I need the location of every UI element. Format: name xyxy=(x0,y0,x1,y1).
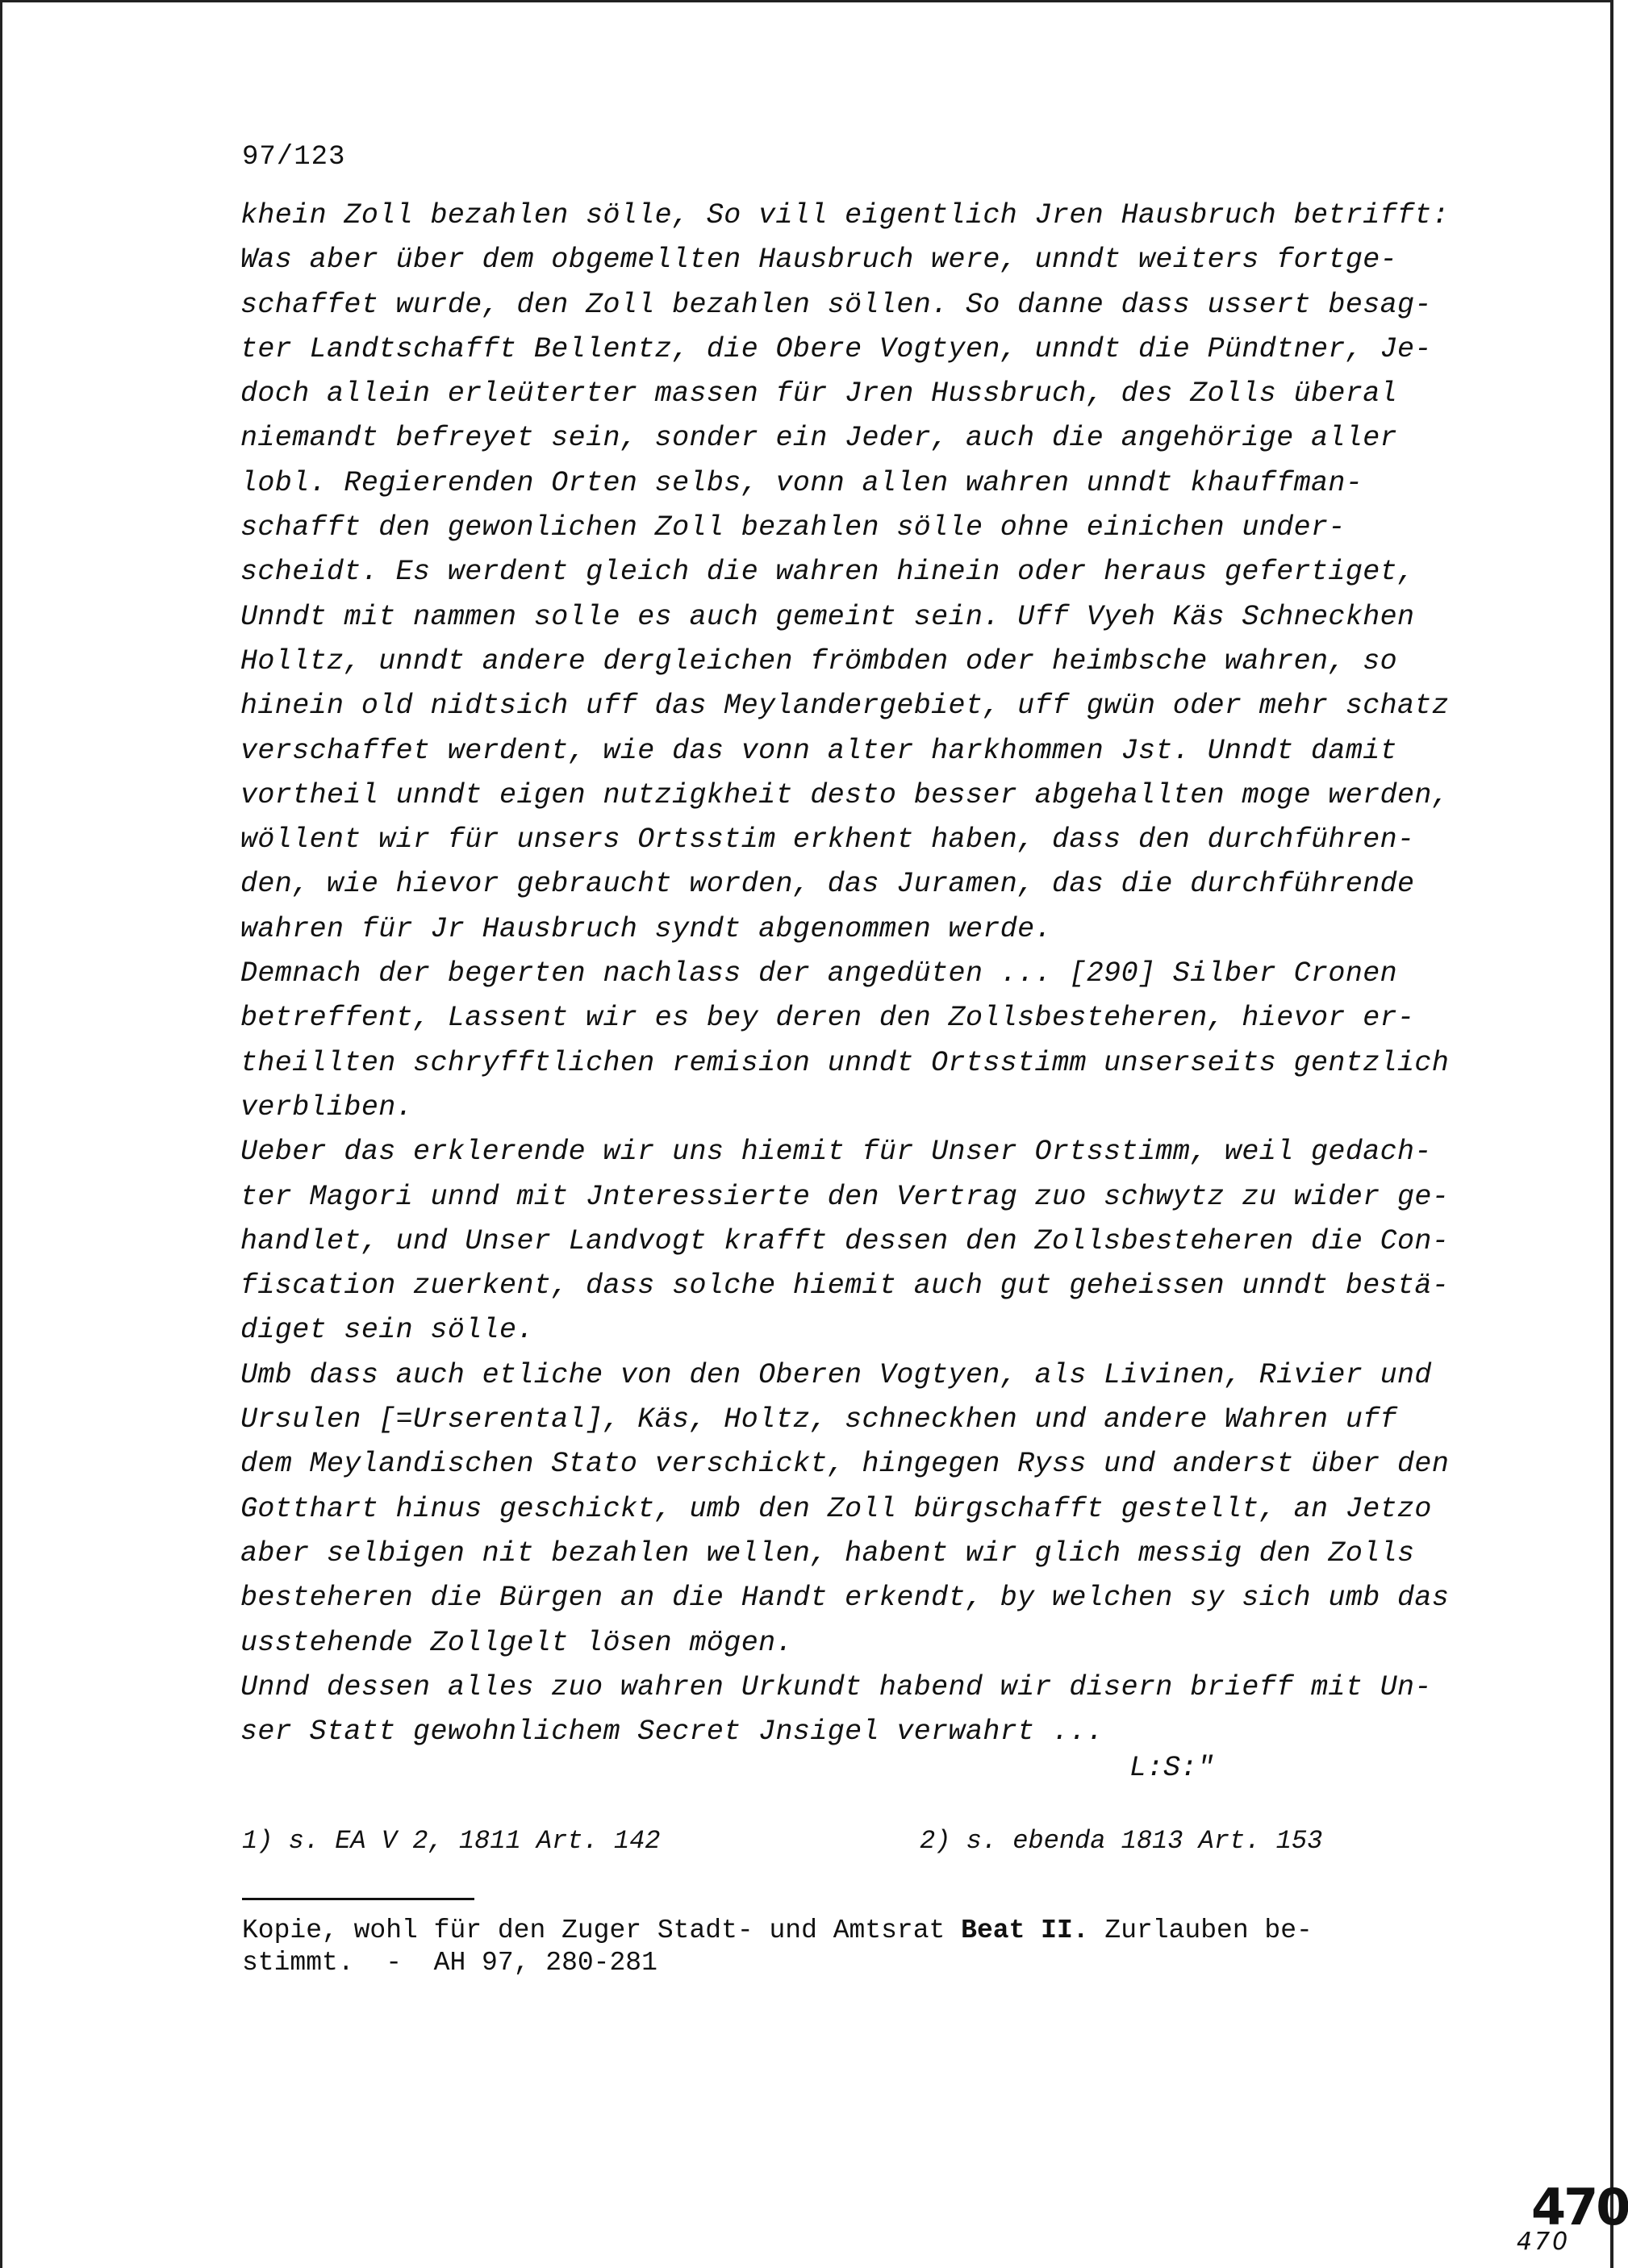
scan-border-left xyxy=(0,0,2,2268)
body-line: niemandt befreyet sein, sonder ein Jeder, auch die angehörige aller xyxy=(240,422,1398,455)
footnote-1: 1) s. EA V 2, 1811 Art. 142 xyxy=(242,1826,661,1856)
body-line: vortheil unndt eigen nutzigkheit desto besser abgehallten moge werden, xyxy=(240,778,1450,811)
body-line: Gotthart hinus geschickt, umb den Zoll bürgschafft gestellt, an Jetzo xyxy=(240,1492,1432,1525)
body-line: Was aber über dem obgemellten Hausbruch were, unndt weiters fortge- xyxy=(240,244,1398,277)
body-line: betreffent, Lassent wir es bey deren den Zollsbesteheren, hievor er- xyxy=(240,1002,1415,1035)
body-line: aber selbigen nit bezahlen wellen, habent wir glich messig den Zolls xyxy=(240,1536,1415,1570)
body-line: diget sein sölle. xyxy=(240,1314,534,1347)
source-note-line-2: stimmt. - AH 97, 280-281 xyxy=(242,1948,657,1978)
source-note-prefix: Kopie, wohl für den Zuger Stadt- und Amtsrat xyxy=(242,1916,962,1945)
body-line: wahren für Jr Hausbruch syndt abgenommen werde. xyxy=(240,912,1052,945)
body-line: khein Zoll bezahlen sölle, So vill eigentlich Jren Hausbruch betrifft: xyxy=(240,199,1450,231)
body-line: Umb dass auch etliche von den Oberen Vogtyen, als Livinen, Rivier und xyxy=(240,1358,1432,1391)
document-body xyxy=(240,194,1475,1754)
body-line: fiscation zuerkent, dass solche hiemit auch gut geheissen unndt bestä- xyxy=(240,1269,1450,1303)
handwritten-archive-number: 470 xyxy=(1531,2178,1628,2237)
body-line: verbliben. xyxy=(240,1090,414,1124)
body-line: Unnd dessen alles zuo wahren Urkundt habend wir disern brieff mit Un- xyxy=(240,1670,1432,1703)
page-number: 97/123 xyxy=(242,142,346,173)
footnote-2: 2) s. ebenda 1813 Art. 153 xyxy=(920,1826,1323,1856)
body-line: verschaffet werdent, wie das vonn alter harkhommen Jst. Unndt damit xyxy=(240,734,1398,767)
source-note-suffix: Zurlauben be- xyxy=(1088,1916,1313,1945)
body-line: dem Meylandischen Stato verschickt, hingegen Ryss und anderst über den xyxy=(240,1448,1450,1481)
body-line: lobl. Regierenden Orten selbs, vonn allen wahren unndt khauffman- xyxy=(240,466,1363,499)
body-line: schafft den gewonlichen Zoll bezahlen sölle ohne einichen under- xyxy=(240,511,1346,544)
footnote-divider xyxy=(242,1898,474,1900)
scan-border-right xyxy=(1610,0,1613,2268)
source-note-person: Beat II. xyxy=(961,1916,1089,1945)
body-line: den, wie hievor gebraucht worden, das Juramen, das die durchführende xyxy=(240,868,1415,901)
body-line: wöllent wir für unsers Ortsstim erkhent haben, dass den durchführen- xyxy=(240,823,1415,857)
body-line: Holltz, unndt andere dergleichen frömbden oder heimbsche wahren, so xyxy=(240,644,1398,677)
body-line: theillten schryfftlichen remision unndt Ortsstimm unserseits gentzlich xyxy=(240,1046,1450,1079)
body-line: usstehende Zollgelt lösen mögen. xyxy=(240,1626,793,1659)
body-line: handlet, und Unser Landvogt krafft dessen den Zollsbesteheren die Con- xyxy=(240,1224,1450,1257)
body-line: Ueber das erklerende wir uns hiemit für Unser Ortsstimm, weil gedach- xyxy=(240,1136,1432,1169)
source-note xyxy=(242,1915,1313,1979)
body-line: Unndt mit nammen solle es auch gemeint sein. Uff Vyeh Käs Schneckhen xyxy=(240,600,1415,633)
handwritten-archive-number-small: 470 xyxy=(1517,2228,1571,2256)
source-note-line-1 xyxy=(242,1915,1313,1947)
scan-border-top xyxy=(0,0,1613,2)
seal-signature: L:S:" xyxy=(1129,1752,1215,1784)
body-line: ter Landtschafft Bellentz, die Obere Vogtyen, unndt die Pündtner, Je- xyxy=(240,332,1432,365)
body-line: schaffet wurde, den Zoll bezahlen söllen. So danne dass ussert besag- xyxy=(240,288,1432,321)
body-line: ser Statt gewohnlichem Secret Jnsigel verwahrt ... xyxy=(240,1716,1104,1749)
body-line: ter Magori unnd mit Jnteressierte den Vertrag zuo schwytz zu wider ge- xyxy=(240,1180,1450,1213)
body-line: scheidt. Es werdent gleich die wahren hinein oder heraus gefertiget, xyxy=(240,556,1415,589)
body-line: doch allein erleüterter massen für Jren Hussbruch, des Zolls überal xyxy=(240,377,1398,411)
body-line: Ursulen [=Urserental], Käs, Holtz, schneckhen und andere Wahren uff xyxy=(240,1403,1398,1436)
body-line: hinein old nidtsich uff das Meylandergebiet, uff gwün oder mehr schatz xyxy=(240,690,1450,723)
body-line: Demnach der begerten nachlass der angedüten ... [290] Silber Cronen xyxy=(240,957,1398,990)
body-line: besteheren die Bürgen an die Handt erkendt, by welchen sy sich umb das xyxy=(240,1582,1450,1615)
